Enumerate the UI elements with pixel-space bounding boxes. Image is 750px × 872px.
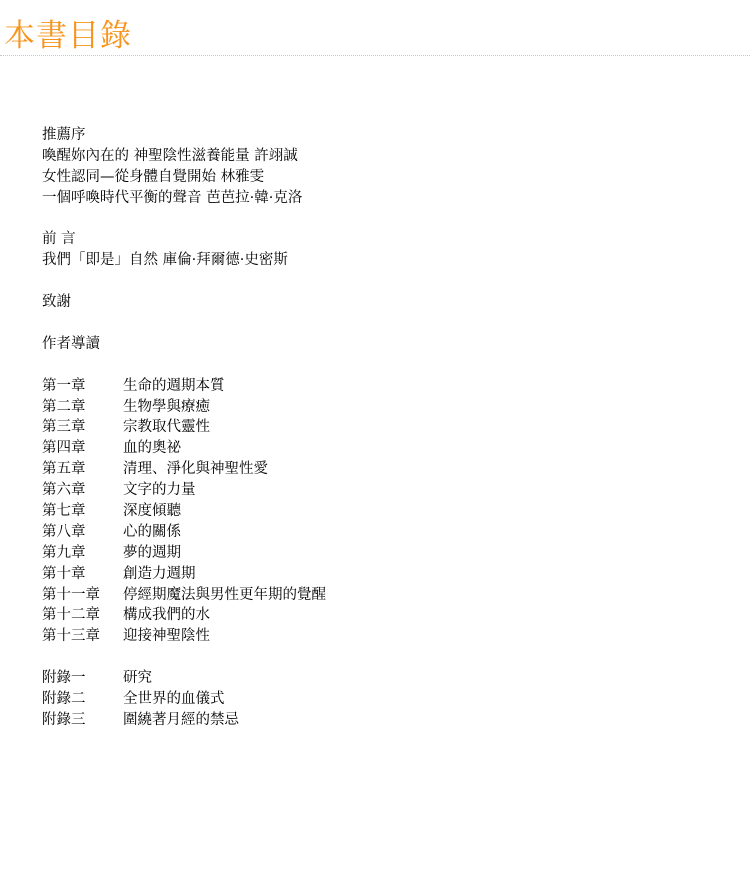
chapter-row bbox=[42, 501, 326, 522]
chapter-number: 第九章 bbox=[42, 544, 86, 561]
chapter-number: 第四章 bbox=[42, 440, 86, 457]
appendix-title: 研究 bbox=[123, 670, 152, 687]
appendix-row bbox=[42, 668, 326, 689]
chapter-title: 宗教取代靈性 bbox=[123, 419, 210, 436]
appendix-number: 附錄二 bbox=[42, 691, 86, 708]
chapter-number: 第七章 bbox=[42, 503, 86, 520]
chapter-title: 生命的週期本質 bbox=[123, 377, 225, 394]
chapter-number: 第十三章 bbox=[42, 628, 100, 645]
chapter-title: 血的奧祕 bbox=[123, 440, 181, 457]
chapter-number: 第十一章 bbox=[42, 586, 100, 603]
appendix-number: 附錄三 bbox=[42, 711, 86, 728]
preface-heading: 推薦序 bbox=[42, 127, 86, 143]
preface-item-1: 喚醒妳內在的 神聖陰性滋養能量 許翊誠 bbox=[42, 147, 298, 164]
chapter-number: 第六章 bbox=[42, 482, 86, 499]
chapter-row bbox=[42, 417, 326, 438]
chapter-row bbox=[42, 522, 326, 543]
author-introduction: 作者導讀 bbox=[42, 335, 100, 352]
preface-item-3: 一個呼喚時代平衡的聲音 芭芭拉·韓·克洛 bbox=[42, 189, 303, 206]
appendix-row bbox=[42, 689, 326, 710]
chapter-title: 清理、淨化與神聖性愛 bbox=[123, 461, 268, 478]
preface-item-2: 女性認同—從身體自覺開始 林雅雯 bbox=[42, 168, 265, 185]
chapter-number: 第五章 bbox=[42, 461, 86, 478]
chapter-number: 第一章 bbox=[42, 377, 86, 394]
chapter-row bbox=[42, 438, 326, 459]
chapter-row bbox=[42, 397, 326, 418]
chapter-title: 停經期魔法與男性更年期的覺醒 bbox=[123, 586, 326, 603]
title-divider bbox=[0, 55, 750, 56]
chapter-title: 創造力週期 bbox=[123, 565, 196, 582]
chapter-title: 夢的週期 bbox=[123, 544, 181, 561]
chapter-row bbox=[42, 376, 326, 397]
chapter-title: 構成我們的水 bbox=[123, 607, 210, 624]
chapter-title: 文字的力量 bbox=[123, 482, 196, 499]
appendix-row bbox=[42, 710, 326, 731]
chapter-row bbox=[42, 480, 326, 501]
foreword-item: 我們「即是」自然 庫倫·拜爾德·史密斯 bbox=[42, 252, 288, 269]
acknowledgements: 致謝 bbox=[42, 294, 71, 311]
foreword-heading: 前 言 bbox=[42, 231, 76, 248]
appendix-title: 圍繞著月經的禁忌 bbox=[123, 711, 239, 728]
chapter-row bbox=[42, 605, 326, 626]
page-title: 本書目錄 bbox=[4, 18, 132, 54]
chapter-row bbox=[42, 543, 326, 564]
appendix-title: 全世界的血儀式 bbox=[123, 691, 225, 708]
chapter-number: 第十二章 bbox=[42, 607, 100, 624]
chapter-number: 第二章 bbox=[42, 398, 86, 415]
chapter-row bbox=[42, 626, 326, 647]
chapter-row bbox=[42, 585, 326, 606]
chapter-title: 生物學與療癒 bbox=[123, 398, 210, 415]
chapter-title: 迎接神聖陰性 bbox=[123, 628, 210, 645]
chapter-row bbox=[42, 564, 326, 585]
chapter-title: 深度傾聽 bbox=[123, 503, 181, 520]
chapter-title: 心的關係 bbox=[123, 523, 181, 540]
chapter-number: 第三章 bbox=[42, 419, 86, 436]
chapter-number: 第十章 bbox=[42, 565, 86, 582]
table-of-contents bbox=[42, 125, 326, 731]
chapter-row bbox=[42, 459, 326, 480]
chapter-number: 第八章 bbox=[42, 523, 86, 540]
appendix-number: 附錄一 bbox=[42, 670, 86, 687]
